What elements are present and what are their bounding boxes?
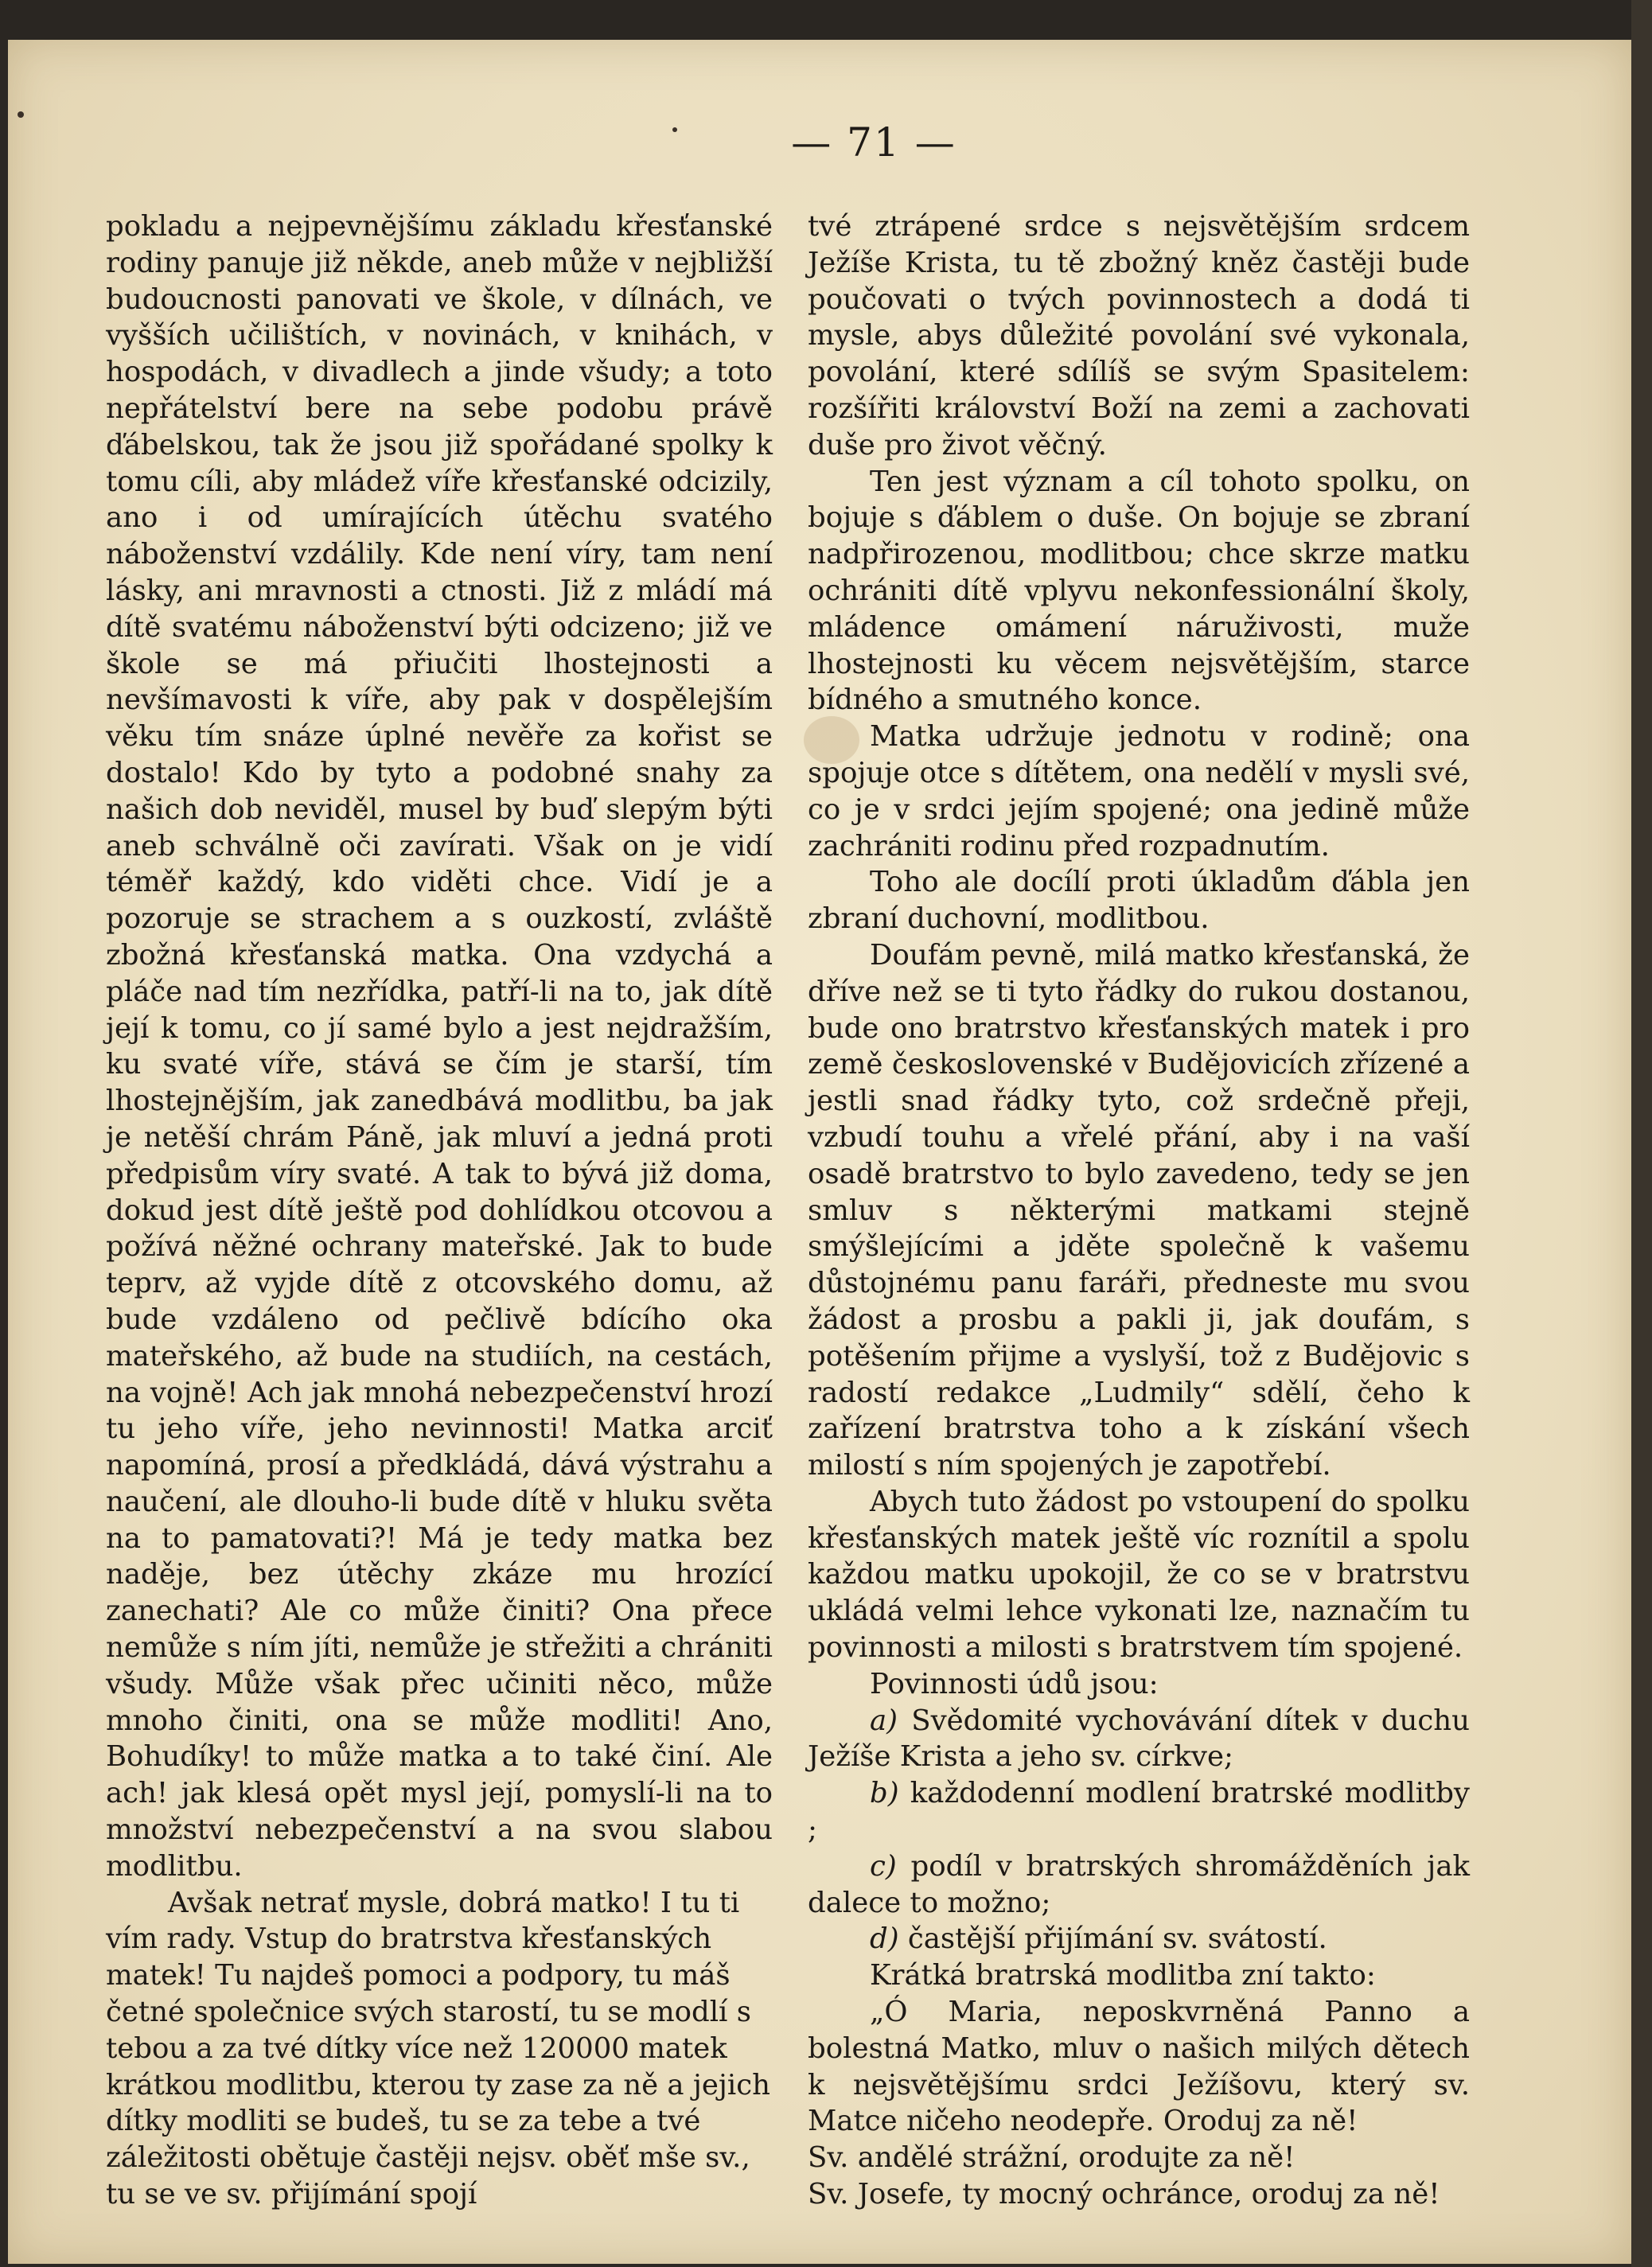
paragraph: tvé ztrápené srdce s nejsvětějším srdcem Ježíše Krista, tu tě zbožný kněz častěji bude poučovati o tvých povinnostech a dodá ti mysle, abys důležité povolání své vykonala, povolání, které sdílíš se svým Spasitelem: rozšířiti království Boží na zemi a zachovati duše pro život věčný.	[808, 210, 1470, 462]
duty-item	[808, 1703, 1470, 1776]
paragraph: Avšak netrať mysle, dobrá matko! I tu ti vím rady. Vstup do bratrstva křesťanských matek! Tu najdeš pomoci a podpory, tu máš četné společnice svých starostí, tu se modlí s tebou a za tvé dítky více než 120000 matek krátkou modlitbu, kterou ty zase za ně a jejich dítky modliti se budeš, tu se za tebe a tvé záležitosti obětuje častěji nejsv. oběť mše sv., tu se ve sv. přijímání spojí	[106, 1886, 770, 2211]
prayer-line: Sv. Josefe, ty mocný ochránce, oroduj za ně!	[808, 2178, 1440, 2211]
left-column	[106, 208, 773, 2213]
paragraph: Abych tuto žádost po vstoupení do spolku křesťanských matek ještě víc roznítil a spolu každou matku upokojil, že co se v bratrstvu ukládá velmi lehce vykonati lze, naznačím tu povinnosti a milosti s bratrstvem tím spojené.	[808, 1485, 1470, 1665]
duty-text: každodenní modlení bratrské modlitby ;	[808, 1777, 1470, 1847]
duty-text: podíl v bratrských shromážděních jak dalece to možno;	[808, 1849, 1470, 1919]
duty-letter: a)	[870, 1704, 898, 1737]
margin-speck	[18, 111, 24, 118]
duty-item	[808, 1775, 1470, 1848]
paragraph: Ten jest význam a cíl tohoto spolku, on bojuje s ďáblem o duše. On bojuje se zbraní nadpřirozenou, modlitbou; chce skrze matku ochrániti dítě vplyvu nekonfessionální školy, mládence omámení náruživosti, muže lhostejnosti ku věcem nejsvětějším, starce bídného a smutného konce.	[808, 465, 1470, 717]
duty-item	[808, 1848, 1470, 1922]
paragraph: Toho ale docílí proti úkladům ďábla jen zbraní duchovní, modlitbou.	[808, 866, 1470, 936]
right-column	[808, 208, 1470, 2213]
page-number: — 71 —	[791, 119, 957, 166]
paragraph: Doufám pevně, milá matko křesťanská, že dříve než se ti tyto řádky do rukou dostanou, bude ono bratrstvo křesťanských matek i pro země československé v Budějovicích zřízené a jestli snad řádky tyto, což srdečně přeji, vzbudí touhu a vřelé přání, aby i na vaší osadě bratrstvo to bylo zavedeno, tedy se jen smluv s některými matkami stejně smýšlejícími a jděte společně k vašemu důstojnému panu faráři, předneste mu svou žádost a prosbu a pakli ji, jak doufám, s potěšením přijme a vyslyší, tož z Budějovic s radostí redakce „Ludmily“ sdělí, čeho k zařízení bratrstva toho a k získání všech milostí s ním spojených je zapotřebí.	[808, 938, 1470, 1482]
duty-letter: b)	[870, 1777, 899, 1810]
prayer-line: Sv. andělé strážní, orodujte za ně!	[808, 2141, 1295, 2175]
duty-text: Svědomité vychovávání dítek v duchu Ježíše Krista a jeho sv. církve;	[808, 1704, 1470, 1774]
duty-text: častější přijímání sv. svátostí.	[907, 1922, 1327, 1956]
duty-letter: c)	[870, 1849, 897, 1883]
prayer-text: „Ó Maria, neposkvrněná Panno a bolestná Matko, mluv o našich milých dětech k nejsvětějšímu srdci Ježíšovu, který sv. Matce ničeho neodepře. Oroduj za ně!	[808, 1996, 1470, 2138]
duties-heading: Povinnosti údů jsou:	[870, 1667, 1159, 1700]
paragraph: pokladu a nejpevnějšímu základu křesťanské rodiny panuje již někde, aneb může v nejbližší budoucnosti panovati ve škole, v dílnách, ve vyšších učilištích, v novinách, v knihách, v hospodách, v divadlech a jinde všudy; a toto nepřátelství bere na sebe podobu právě ďábelskou, tak že jsou již spořádané spolky k tomu cíli, aby mládež víře křesťanské odcizily, ano i od umírajících útěchu svatého náboženství vzdálily. Kde není víry, tam není lásky, ani mravnosti a ctnosti. Již z mládí má dítě svatému náboženství býti odcizeno; již ve škole se má přiučiti lhostejnosti a nevšímavosti k víře, aby pak v dospělejším věku tím snáze úplné nevěře za kořist se dostalo! Kdo by tyto a podobné snahy za našich dob neviděl, musel by buď slepým býti aneb schválně oči zavírati. Však on je vidí téměř každý, kdo viděti chce. Vidí je a pozoruje se strachem a s ouzkostí, zvláště zbožná křesťanská matka. Ona vzdychá a pláče nad tím nezřídka, patří-li na to, jak dítě její k tomu, co jí samé bylo a jest nejdražším, ku svaté víře, stává se čím je starší, tím lhostejnějším, jak zanedbává modlitbu, ba jak je netěší chrám Páně, jak mluví a jedná proti předpisům víry svaté. A tak to bývá již doma, dokud jest dítě ještě pod dohlídkou otcovou a požívá něžné ochrany mateřské. Jak to bude teprv, až vyjde dítě z otcovského domu, až bude vzdáleno od pečlivě bdícího oka mateřského, až bude na studiích, na cestách, na vojně! Ach jak mnohá nebezpečenství hrozí tu jeho víře, jeho nevinnosti! Matka arciť napomíná, prosí a předkládá, dává výstrahu a naučení, ale dlouho-li bude dítě v hluku světa na to pamatovati?! Má je tedy matka bez naděje, bez útěchy zkáze mu hrozící zanechati? Ale co může činiti? Ona přece nemůže s ním jíti, nemůže je střežiti a chrániti všudy. Může však přec učiniti něco, může mnoho činiti, ona se může modliti! Ano, Bohudíky! to může matka a to také činí. Ale ach! jak klesá opět mysl její, pomyslí-li na to množství nebezpečenství a na svou slabou modlitbu.	[106, 210, 773, 1883]
scan-top-border	[0, 0, 1652, 40]
duty-item	[808, 1921, 1470, 1957]
paragraph: Matka udržuje jednotu v rodině; ona spojuje otce s dítětem, ona nedělí v mysli své, co je v srdci jejím spojené; ona jedině může zachrániti rodinu před rozpadnutím.	[808, 720, 1470, 863]
scan-right-border	[1631, 0, 1652, 2267]
prayer-intro: Krátká bratrská modlitba zní takto:	[870, 1959, 1376, 1992]
duty-letter: d)	[870, 1922, 899, 1956]
